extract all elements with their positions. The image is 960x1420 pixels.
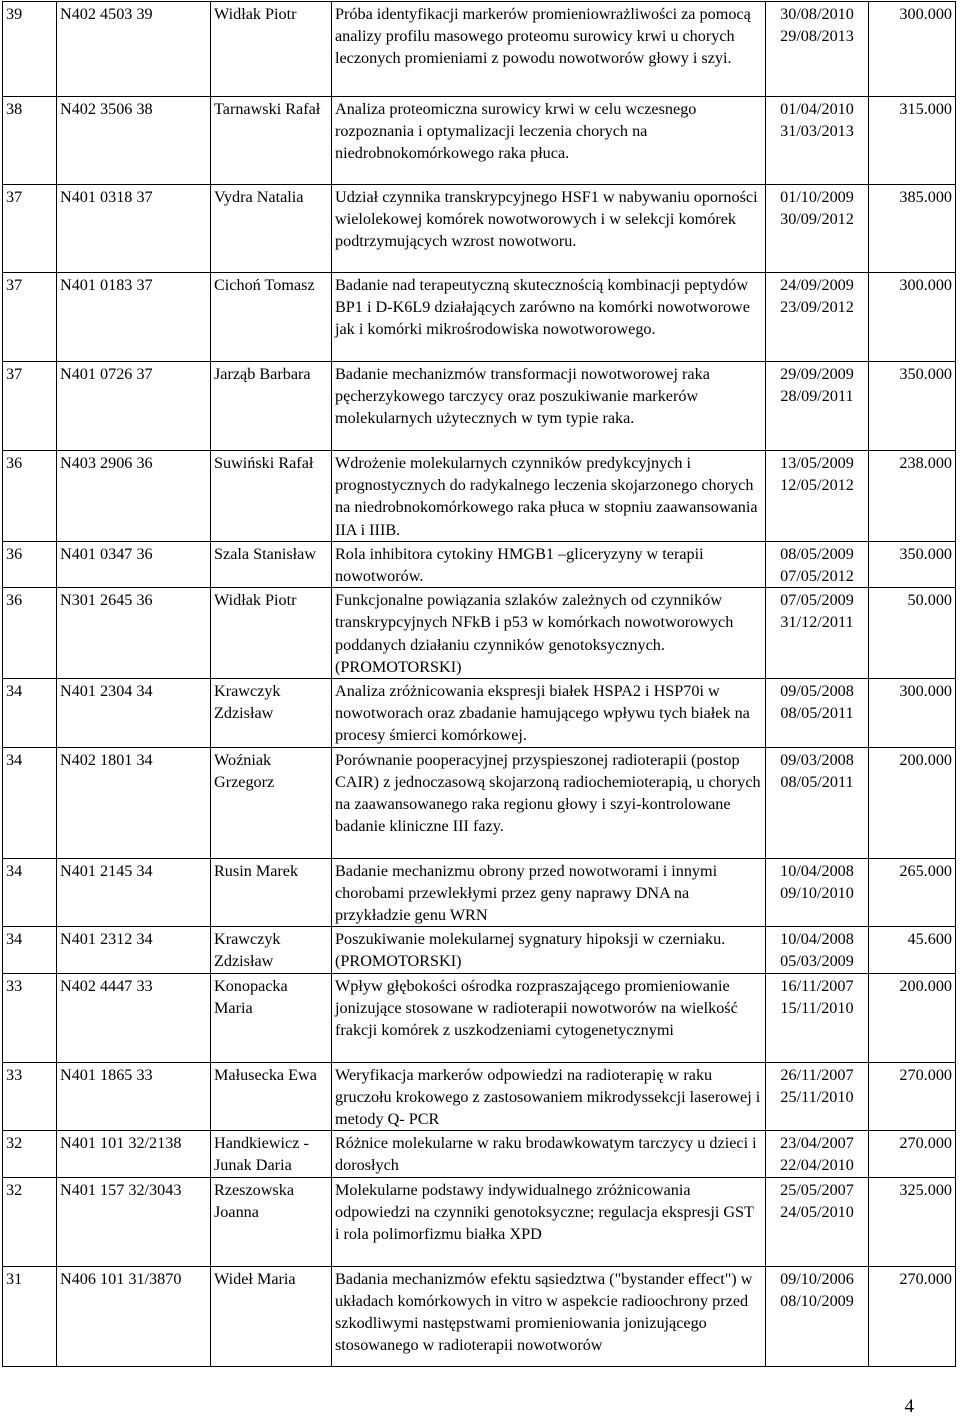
investigator-name-cell: Jarząb Barbara xyxy=(211,362,332,451)
dates-cell xyxy=(766,1062,869,1131)
end-date: 05/03/2009 xyxy=(780,952,854,971)
score-cell: 33 xyxy=(3,973,57,1062)
start-date: 10/04/2008 xyxy=(780,930,854,949)
amount-cell: 300.000 xyxy=(869,273,956,362)
project-code-cell: N402 3506 38 xyxy=(57,97,211,185)
investigator-name-cell: Krawczyk Zdzisław xyxy=(211,927,332,973)
project-code-cell: N301 2645 36 xyxy=(57,588,211,679)
project-title-cell: Badania mechanizmów efektu sąsiedztwa ("bystander effect") w układach komórkowych in vitro w aspekcie radioochrony przed szkodliwymi następstwami promieniowania jonizującego stosowanego w radioterapii nowotworów xyxy=(332,1266,766,1366)
start-date: 30/08/2010 xyxy=(780,5,854,23)
end-date: 12/05/2012 xyxy=(780,476,854,495)
score-cell: 37 xyxy=(3,273,57,362)
score-cell: 37 xyxy=(3,362,57,451)
project-code-cell: N401 0183 37 xyxy=(57,273,211,362)
dates-cell xyxy=(766,858,869,927)
project-title-cell: Badanie nad terapeutyczną skutecznością kombinacji peptydów BP1 i D-K6L9 działających zarówno na komórki nowotworowe jak i komórki mikrośrodowiska nowotworowego. xyxy=(332,273,766,362)
score-cell: 36 xyxy=(3,588,57,679)
amount-cell: 385.000 xyxy=(869,185,956,273)
score-cell: 34 xyxy=(3,858,57,927)
table-row xyxy=(3,362,956,451)
projects-table-body xyxy=(3,2,956,1367)
score-cell: 37 xyxy=(3,185,57,273)
start-date: 23/04/2007 xyxy=(780,1134,854,1153)
dates-cell xyxy=(766,362,869,451)
investigator-name-cell: Widłak Piotr xyxy=(211,2,332,97)
project-code-cell: N402 1801 34 xyxy=(57,747,211,858)
start-date: 01/10/2009 xyxy=(780,188,854,206)
end-date: 25/11/2010 xyxy=(780,1087,854,1106)
project-code-cell: N401 0318 37 xyxy=(57,185,211,273)
amount-cell: 325.000 xyxy=(869,1177,956,1266)
investigator-name-cell: Wideł Maria xyxy=(211,1266,332,1366)
table-row xyxy=(3,588,956,679)
score-cell: 39 xyxy=(3,2,57,97)
score-cell: 32 xyxy=(3,1131,57,1177)
score-cell: 38 xyxy=(3,97,57,185)
end-date: 08/10/2009 xyxy=(780,1291,854,1310)
start-date: 16/11/2007 xyxy=(780,976,854,995)
project-code-cell: N406 101 31/3870 xyxy=(57,1266,211,1366)
project-code-cell: N401 2304 34 xyxy=(57,679,211,748)
page-number: 4 xyxy=(904,1396,914,1417)
project-title-cell: Różnice molekularne w raku brodawkowatym tarczycy u dzieci i dorosłych xyxy=(332,1131,766,1177)
score-cell: 32 xyxy=(3,1177,57,1266)
end-date: 31/03/2013 xyxy=(780,122,854,141)
project-code-cell: N401 1865 33 xyxy=(57,1062,211,1131)
table-row xyxy=(3,1177,956,1266)
investigator-name-cell: Rusin Marek xyxy=(211,858,332,927)
amount-cell: 270.000 xyxy=(869,1062,956,1131)
amount-cell: 265.000 xyxy=(869,858,956,927)
dates-cell xyxy=(766,273,869,362)
table-row xyxy=(3,858,956,927)
table-row xyxy=(3,2,956,97)
investigator-name-cell: Vydra Natalia xyxy=(211,185,332,273)
amount-cell: 270.000 xyxy=(869,1131,956,1177)
project-code-cell: N401 101 32/2138 xyxy=(57,1131,211,1177)
table-row xyxy=(3,973,956,1062)
table-row xyxy=(3,273,956,362)
project-code-cell: N401 0347 36 xyxy=(57,541,211,587)
investigator-name-cell: Małusecka Ewa xyxy=(211,1062,332,1131)
start-date: 25/05/2007 xyxy=(780,1180,854,1199)
dates-cell xyxy=(766,1131,869,1177)
project-title-cell: Badanie mechanizmu obrony przed nowotworami i innymi chorobami przewlekłymi przez geny naprawy DNA na przykładzie genu WRN xyxy=(332,858,766,927)
investigator-name-cell: Szala Stanisław xyxy=(211,541,332,587)
end-date: 31/12/2011 xyxy=(780,613,854,632)
project-code-cell: N402 4447 33 xyxy=(57,973,211,1062)
project-title-cell: Porównanie pooperacyjnej przyspieszonej radioterapii (postop CAIR) z jednoczasową skojarzoną radiochemioterapią, u chorych na zaawansowanego raka regionu głowy i szyi-kontrolowane badanie kliniczne III fazy. xyxy=(332,747,766,858)
dates-cell xyxy=(766,679,869,748)
project-title-cell: Analiza zróżnicowania ekspresji białek HSPA2 i HSP70i w nowotworach oraz zbadanie hamującego wpływu tych białek na procesy śmierci komórkowej. xyxy=(332,679,766,748)
table-row xyxy=(3,679,956,748)
investigator-name-cell: Rzeszowska Joanna xyxy=(211,1177,332,1266)
start-date: 24/09/2009 xyxy=(780,276,854,294)
end-date: 09/10/2010 xyxy=(780,883,854,902)
end-date: 24/05/2010 xyxy=(780,1202,854,1221)
project-title-cell: Poszukiwanie molekularnej sygnatury hipoksji w czerniaku. (PROMOTORSKI) xyxy=(332,927,766,973)
end-date: 29/08/2013 xyxy=(780,27,854,46)
start-date: 09/03/2008 xyxy=(780,750,854,769)
amount-cell: 238.000 xyxy=(869,451,956,542)
dates-cell xyxy=(766,747,869,858)
investigator-name-cell: Suwiński Rafał xyxy=(211,451,332,542)
end-date: 08/05/2011 xyxy=(780,704,854,723)
amount-cell: 45.600 xyxy=(869,927,956,973)
project-code-cell: N401 2312 34 xyxy=(57,927,211,973)
start-date: 13/05/2009 xyxy=(780,454,854,472)
table-row xyxy=(3,541,956,587)
start-date: 09/05/2008 xyxy=(780,682,854,701)
amount-cell: 200.000 xyxy=(869,973,956,1062)
amount-cell: 315.000 xyxy=(869,97,956,185)
project-title-cell: Udział czynnika transkrypcyjnego HSF1 w nabywaniu oporności wielolekowej komórek nowotworowych i w selekcji komórek podtrzymujących wzrost nowotworu. xyxy=(332,185,766,273)
dates-cell xyxy=(766,97,869,185)
end-date: 07/05/2012 xyxy=(780,567,854,586)
projects-table xyxy=(2,1,956,1367)
amount-cell: 50.000 xyxy=(869,588,956,679)
dates-cell xyxy=(766,927,869,973)
project-title-cell: Funkcjonalne powiązania szlaków zależnych od czynników transkrypcyjnych NFkB i p53 w komórkach nowotworowych poddanych działaniu czynników genotoksycznych. (PROMOTORSKI) xyxy=(332,588,766,679)
table-row xyxy=(3,451,956,542)
end-date: 08/05/2011 xyxy=(780,772,854,791)
amount-cell: 300.000 xyxy=(869,2,956,97)
table-row xyxy=(3,1131,956,1177)
dates-cell xyxy=(766,973,869,1062)
score-cell: 34 xyxy=(3,747,57,858)
start-date: 10/04/2008 xyxy=(780,861,854,880)
table-row xyxy=(3,1266,956,1366)
amount-cell: 200.000 xyxy=(869,747,956,858)
investigator-name-cell: Tarnawski Rafał xyxy=(211,97,332,185)
table-row xyxy=(3,927,956,973)
investigator-name-cell: Cichoń Tomasz xyxy=(211,273,332,362)
amount-cell: 350.000 xyxy=(869,362,956,451)
table-row xyxy=(3,747,956,858)
investigator-name-cell: Woźniak Grzegorz xyxy=(211,747,332,858)
start-date: 29/09/2009 xyxy=(780,365,854,383)
end-date: 22/04/2010 xyxy=(780,1156,854,1175)
start-date: 01/04/2010 xyxy=(780,100,854,118)
investigator-name-cell: Handkiewicz -Junak Daria xyxy=(211,1131,332,1177)
start-date: 26/11/2007 xyxy=(780,1065,854,1084)
project-code-cell: N402 4503 39 xyxy=(57,2,211,97)
end-date: 30/09/2012 xyxy=(780,210,854,229)
amount-cell: 270.000 xyxy=(869,1266,956,1366)
project-title-cell: Rola inhibitora cytokiny HMGB1 –gliceryzyny w terapii nowotworów. xyxy=(332,541,766,587)
project-title-cell: Próba identyfikacji markerów promieniowrażliwości za pomocą analizy profilu masowego proteomu surowicy krwi u chorych leczonych promieniami z powodu nowotworów głowy i szyi. xyxy=(332,2,766,97)
score-cell: 36 xyxy=(3,541,57,587)
project-code-cell: N403 2906 36 xyxy=(57,451,211,542)
start-date: 08/05/2009 xyxy=(780,544,854,563)
dates-cell xyxy=(766,1177,869,1266)
project-title-cell: Wpływ głębokości ośrodka rozpraszającego promieniowanie jonizujące stosowane w radioterapii nowotworów na wielkość frakcji komórek z uszkodzeniami cytogenetycznymi xyxy=(332,973,766,1062)
dates-cell xyxy=(766,541,869,587)
start-date: 09/10/2006 xyxy=(780,1269,854,1288)
end-date: 23/09/2012 xyxy=(780,298,854,317)
end-date: 28/09/2011 xyxy=(780,387,854,406)
project-code-cell: N401 2145 34 xyxy=(57,858,211,927)
table-row xyxy=(3,97,956,185)
dates-cell xyxy=(766,2,869,97)
investigator-name-cell: Krawczyk Zdzisław xyxy=(211,679,332,748)
project-title-cell: Weryfikacja markerów odpowiedzi na radioterapię w raku gruczołu krokowego z zastosowaniem mikrodyssekcji laserowej i metody Q- PCR xyxy=(332,1062,766,1131)
amount-cell: 350.000 xyxy=(869,541,956,587)
score-cell: 34 xyxy=(3,927,57,973)
dates-cell xyxy=(766,451,869,542)
start-date: 07/05/2009 xyxy=(780,591,854,610)
dates-cell xyxy=(766,185,869,273)
table-row xyxy=(3,185,956,273)
dates-cell xyxy=(766,588,869,679)
score-cell: 34 xyxy=(3,679,57,748)
investigator-name-cell: Widłak Piotr xyxy=(211,588,332,679)
score-cell: 31 xyxy=(3,1266,57,1366)
project-title-cell: Analiza proteomiczna surowicy krwi w celu wczesnego rozpoznania i optymalizacji leczenia chorych na niedrobnokomórkowego raka płuca. xyxy=(332,97,766,185)
dates-cell xyxy=(766,1266,869,1366)
project-code-cell: N401 0726 37 xyxy=(57,362,211,451)
amount-cell: 300.000 xyxy=(869,679,956,748)
project-code-cell: N401 157 32/3043 xyxy=(57,1177,211,1266)
score-cell: 33 xyxy=(3,1062,57,1131)
end-date: 15/11/2010 xyxy=(780,998,854,1017)
project-title-cell: Wdrożenie molekularnych czynników predykcyjnych i prognostycznych do radykalnego leczenia skojarzonego chorych na niedrobnokomórkowego raka płuca w stopniu zaawansowania IIA i IIIB. xyxy=(332,451,766,542)
investigator-name-cell: Konopacka Maria xyxy=(211,973,332,1062)
table-row xyxy=(3,1062,956,1131)
project-title-cell: Molekularne podstawy indywidualnego zróżnicowania odpowiedzi na czynniki genotoksyczne; regulacja ekspresji GST i rola polimorfizmu białka XPD xyxy=(332,1177,766,1266)
project-title-cell: Badanie mechanizmów transformacji nowotworowej raka pęcherzykowego tarczycy oraz poszukiwanie markerów molekularnych użytecznych w tym typie raka. xyxy=(332,362,766,451)
score-cell: 36 xyxy=(3,451,57,542)
